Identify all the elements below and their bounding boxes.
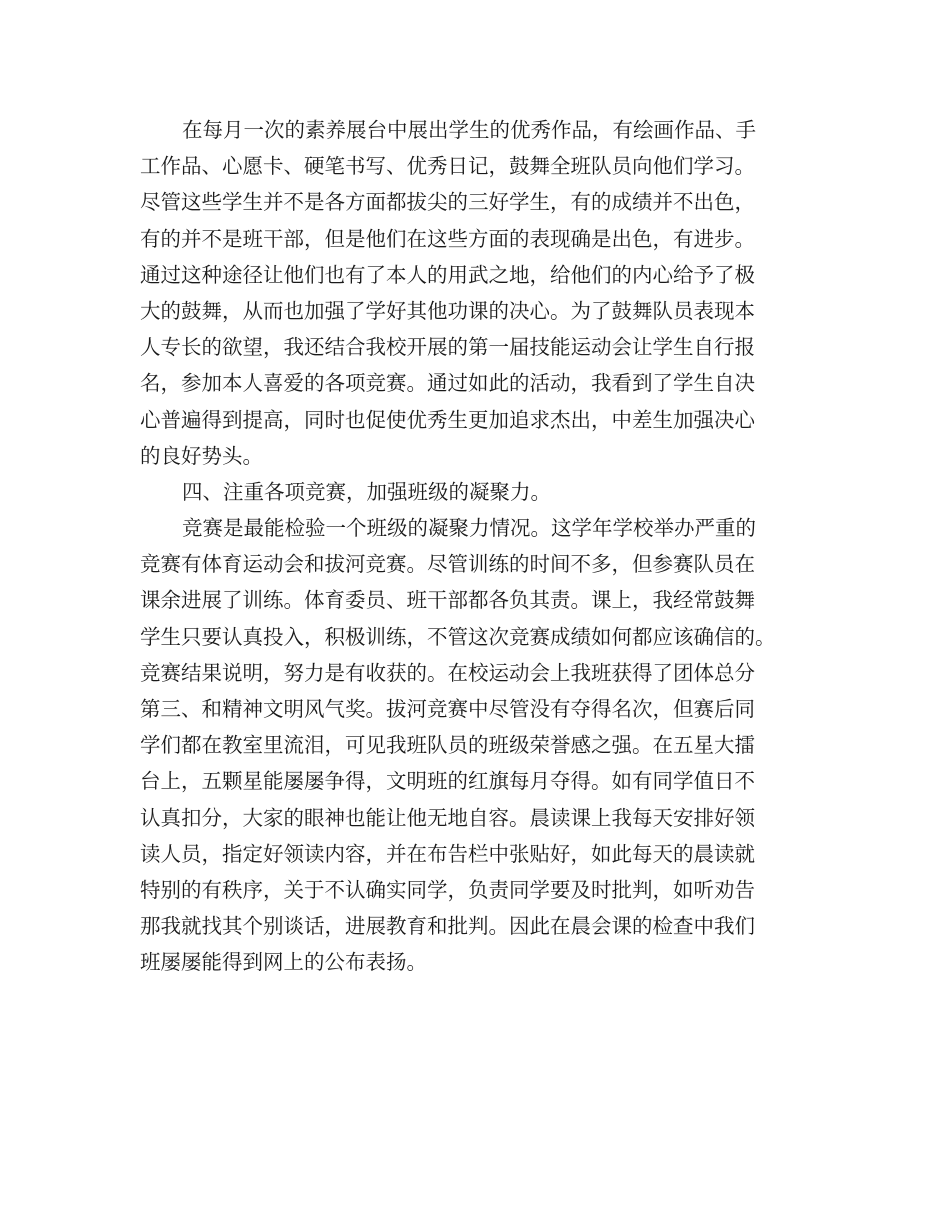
section-heading: 四、注重各项竞赛，加强班级的凝聚力。: [182, 479, 551, 504]
text-line: 竞赛结果说明，努力是有收获的。在校运动会上我班获得了团体总分: [140, 660, 755, 685]
text-line: 的良好势头。: [140, 443, 263, 468]
text-line: 课余进展了训练。体育委员、班干部都各负其责。课上，我经常鼓舞: [140, 588, 755, 613]
text-line: 第三、和精神文明风气奖。拔河竞赛中尽管没有夺得名次，但赛后同: [140, 697, 755, 721]
text-line: 大的鼓舞，从而也加强了学好其他功课的决心。为了鼓舞队员表现本: [140, 298, 755, 323]
text-line: 班屡屡能得到网上的公布表扬。: [140, 950, 427, 975]
text-line: 读人员，指定好领读内容，并在布告栏中张贴好，如此每天的晨读就: [140, 841, 755, 866]
text-line: 学们都在教室里流泪，可见我班队员的班级荣誉感之强。在五星大擂: [140, 733, 755, 758]
document-body: [140, 112, 820, 981]
text-line: 心普遍得到提高，同时也促使优秀生更加追求杰出，中差生加强决心: [140, 407, 755, 432]
text-line: 工作品、心愿卡、硬笔书写、优秀日记，鼓舞全班队员向他们学习。: [140, 154, 755, 179]
text-line: 特别的有秩序，关于不认确实同学，负责同学要及时批判，如听劝告: [140, 877, 755, 902]
text-line: 有的并不是班干部，但是他们在这些方面的表现确是出色，有进步。: [140, 226, 755, 251]
text-line: 尽管这些学生并不是各方面都拔尖的三好学生，有的成绩并不出色，: [140, 190, 755, 215]
text-line: 在每月一次的素养展台中展出学生的优秀作品，有绘画作品、手: [182, 118, 756, 142]
text-line: 竞赛是最能检验一个班级的凝聚力情况。这学年学校举办严重的: [182, 516, 756, 541]
text-line: 竞赛有体育运动会和拔河竞赛。尽管训练的时间不多，但参赛队员在: [140, 552, 755, 577]
text-line: 人专长的欲望，我还结合我校开展的第一届技能运动会让学生自行报: [140, 335, 755, 360]
text-line: 通过这种途径让他们也有了本人的用武之地，给他们的内心给予了极: [140, 262, 755, 287]
text-line: 认真扣分，大家的眼神也能让他无地自容。晨读课上我每天安排好领: [140, 805, 755, 830]
text-line: 那我就找其个别谈话，进展教育和批判。因此在晨会课的检查中我们: [140, 914, 755, 939]
text-line: 名，参加本人喜爱的各项竞赛。通过如此的活动，我看到了学生自决: [140, 371, 755, 396]
text-line: 学生只要认真投入，积极训练，不管这次竞赛成绩如何都应该确信的。: [140, 624, 776, 649]
text-line: 台上，五颗星能屡屡争得，文明班的红旗每月夺得。如有同学值日不: [140, 769, 755, 794]
